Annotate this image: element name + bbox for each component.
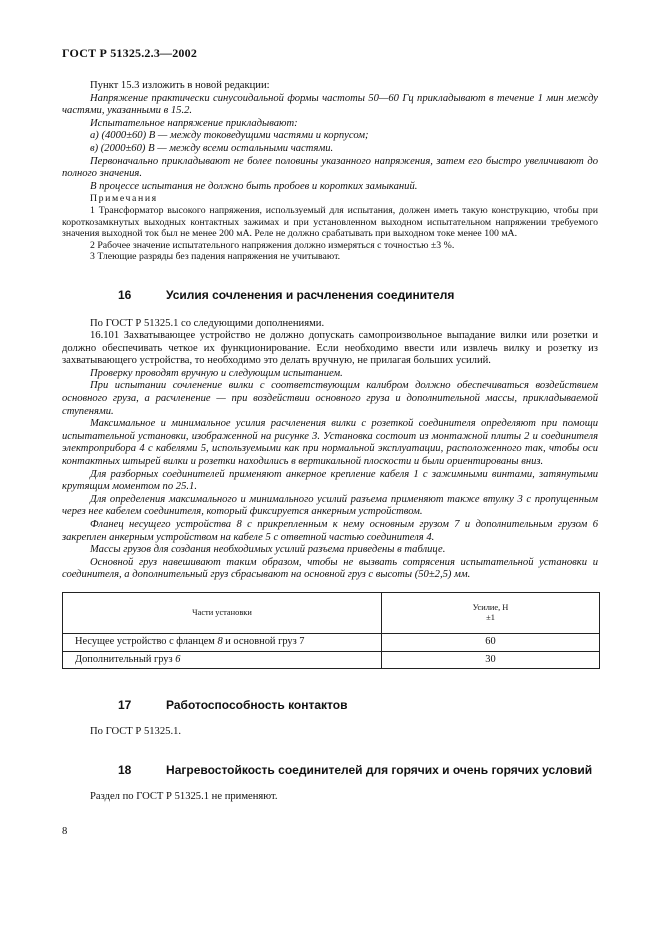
section-number: 18 [118, 763, 132, 778]
table-cell: 30 [382, 651, 600, 669]
section-paragraph: По ГОСТ Р 51325.1. [90, 725, 182, 737]
header-line: ±1 [486, 612, 495, 622]
table-cell [63, 651, 382, 669]
section-number: 17 [118, 698, 132, 713]
list-item: а) (4000±60) В — между токоведущими частями и корпусом; [90, 130, 369, 142]
list-item: в) (2000±60) В — между всеми остальными частями. [90, 142, 334, 154]
document-header: ГОСТ Р 51325.2.3—2002 [62, 46, 198, 60]
table-cell: 60 [382, 633, 600, 651]
section-title: Работоспособность контактов [166, 698, 348, 713]
note-item: 1 Трансформатор высокого напряжения, используемый для испытания, должен иметь такую конструкцию, чтобы при короткозамкнутых выходных контактных зажимах и при установленном выходном испытательном напряжении требуемого значения выходной ток был не менее 200 мА. Реле не должно срабатывать при выходном токе менее 100 мА. [62, 204, 598, 240]
section-heading [62, 289, 598, 302]
section-paragraph: По ГОСТ Р 51325.1 со следующими дополнениями. [90, 317, 325, 329]
section-number: 16 [118, 287, 132, 302]
section-paragraph: Проверку проводят вручную и следующим испытанием. [90, 367, 343, 379]
intro-paragraph: Напряжение практически синусоидальной формы частоты 50—60 Гц прикладывают в течение 1 мин между частями, указанными в 15.2. [62, 92, 598, 117]
cell-ref-number: 6 [175, 653, 181, 665]
section-paragraph: Для разборных соединителей применяют анкерное крепление кабеля 1 с зажимными винтами, затянутыми крутящим моментом по 25.1. [62, 468, 598, 493]
section-heading [62, 699, 598, 712]
cell-text: Несущее устройство с фланцем [75, 635, 218, 647]
section-paragraph: 16.101 Захватывающее устройство не должно допускать самопроизвольное выпадание вилки или розетки и должно обеспечивать четкое их функционирование. Если необходимо ввести или извлечь вилку и розетку из захватывающего устройства, то необходимо это делать вручную, не прилагая больших усилий. [62, 330, 598, 367]
section-paragraph: При испытании сочленение вилки с соответствующим калибром должно обеспечиваться воздействием основного груза, а расчленение — при воздействии основного груза и дополнительной массы, прикладываемой ступенями. [62, 380, 598, 417]
note-item: 2 Рабочее значение испытательного напряжения должно измеряться с точностью ±3 %. [90, 239, 455, 251]
section-paragraph: Массы грузов для создания необходимых усилий разъема приведены в таблице. [90, 544, 446, 556]
section-paragraph: Для определения максимального и минимального усилий разъема применяют также втулку 3 с пропущенным через нее кабелем соединителя, который фиксируется анкерным устройством. [62, 493, 598, 518]
intro-paragraph: В процессе испытания не должно быть пробоев и коротких замыканий. [90, 180, 418, 192]
cell-text: Дополнительный груз [75, 653, 176, 665]
table-row [63, 633, 600, 651]
section-heading [62, 764, 598, 777]
weights-table [62, 592, 600, 669]
intro-paragraph: Испытательное напряжение прикладывают: [90, 117, 298, 129]
table-header-row [63, 592, 600, 633]
table-header-cell: Части установки [63, 592, 382, 633]
notes-block [62, 193, 598, 263]
note-item: 3 Тлеющие разряды без падения напряжения не учитывают. [90, 251, 341, 263]
section-paragraph: Раздел по ГОСТ Р 51325.1 не применяют. [90, 790, 278, 802]
table-row [63, 651, 600, 669]
section-title: Нагревостойкость соединителей для горячих и очень горячих условий [166, 763, 593, 778]
cell-text: и основной груз [222, 635, 300, 647]
section-title: Усилия сочленения и расчленения соединителя [166, 287, 455, 302]
section-paragraph: Основной груз навешивают таким образом, чтобы не вызвать сотрясения испытательной установки и соединителя, а дополнительный груз сбрасывают на основной груз с высоты (50±2,5) мм. [62, 556, 598, 581]
notes-title: Примечания [90, 193, 158, 205]
table-header-cell [382, 592, 600, 633]
intro-paragraph: Первоначально прикладывают не более половины указанного напряжения, затем его быстро увеличивают до полного значения. [62, 155, 598, 180]
header-line: Усилие, Н [472, 602, 509, 612]
table-cell [63, 633, 382, 651]
intro-paragraph: Пункт 15.3 изложить в новой редакции: [90, 80, 270, 91]
cell-ref-number: 7 [299, 635, 305, 647]
page-number: 8 [62, 826, 68, 837]
section-paragraph: Фланец несущего устройства 8 с прикрепленным к нему основным грузом 7 и дополнительным грузом 6 закреплен анкерным устройством на кабеле 5 с ответной частью соединителя 4. [62, 519, 598, 543]
cell-ref-number: 8 [217, 635, 223, 647]
page-content [62, 80, 598, 804]
section-paragraph: Максимальное и минимальное усилия расчленения вилки с розеткой соединителя определяют при помощи испытательной установки, изображенной на рисунке 3. Установка состоит из монтажной плиты 2 и соединителя электроприбора 4 с кабелями 5, используемыми как при нормальной эксплуатации, расположенного так, чтобы оси контактных штырей вилки и розетки находились в вертикальной плоскости и были ориентированы вниз. [62, 418, 598, 468]
